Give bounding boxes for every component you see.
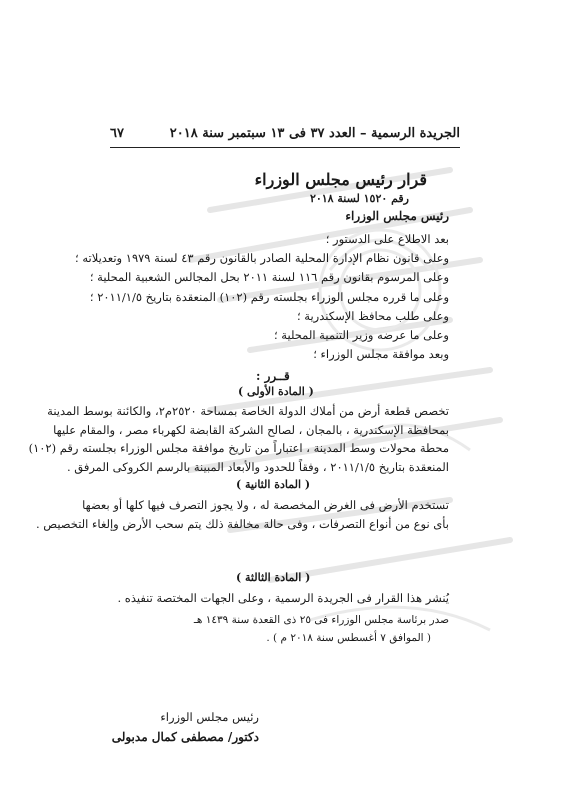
article-line: بأى نوع من أنواع التصرفات ، وفى حالة مخالفة ذلك يتم سحب الأرض وإلغاء التخصيص . (35, 516, 449, 531)
gazette-issue-line: الجريدة الرسمية – العدد ٣٧ فى ١٣ سبتمبر سنة ٢٠١٨ (169, 126, 460, 141)
decree-title: قرار رئيس مجلس الوزراء (254, 170, 427, 189)
article-1-title: ( المادة الأولى ) (238, 385, 314, 398)
article-3-text (93, 589, 449, 608)
preamble-line: وعلى ما قرره مجلس الوزراء بجلسته رقم (١٠٢) المنعقدة بتاريخ ٢٠١١/١/٥ ؛ (89, 289, 449, 304)
decree-number: رقم ١٥٢٠ لسنة ٢٠١٨ (309, 192, 409, 205)
article-line: بمحافظة الإسكندرية ، بالمجان ، لصالح الشركة القابضة لكهرباء مصر ، والمقام عليها (53, 422, 449, 437)
article-line: يُنشر هذا القرار فى الجريدة الرسمية ، وعلى الجهات المختصة تنفيذه . (117, 591, 449, 605)
preamble-line: وبعد موافقة مجلس الوزراء ؛ (313, 347, 449, 362)
page-number: ٦٧ (110, 126, 124, 141)
article-line: تخصص قطعة أرض من أملاك الدولة الخاصة بمساحة ٢٥٢٠م٢، والكائنة بوسط المدينة (47, 404, 449, 418)
preamble-line: وعلى ما عرضه وزير التنمية المحلية ؛ (274, 327, 449, 342)
article-line: المنعقدة بتاريخ ٢٠١١/١/٥ ، وفقاً للحدود والأبعاد المبينة بالرسم الكروكى المرفق . (66, 459, 449, 474)
signature-title: رئيس مجلس الوزراء (160, 710, 259, 724)
preamble-line: وعلى قانون نظام الإدارة المحلية الصادر بالقانون رقم ٤٣ لسنة ١٩٧٩ وتعديلاته ؛ (75, 251, 449, 266)
article-1-text (28, 402, 449, 476)
article-3-title: ( المادة الثالثة ) (236, 571, 311, 584)
preamble-line: وعلى المرسوم بقانون رقم ١١٦ لسنة ٢٠١١ بحل المجالس الشعبية المحلية ؛ (89, 270, 449, 285)
issued-date-hijri: صدر برئاسة مجلس الوزراء فى ٢٥ ذى القعدة سنة ١٤٣٩ هـ (193, 614, 449, 626)
article-2-text (35, 496, 449, 533)
article-line: محطة محولات وسط المدينة ، اعتباراً من تاريخ موافقة مجلس الوزراء بجلسته رقم (١٠٢) (28, 441, 449, 455)
preamble-line: وعلى طلب محافظ الإسكندرية ؛ (296, 308, 449, 323)
header-divider (110, 147, 460, 148)
article-2-title: ( المادة الثانية ) (236, 478, 311, 491)
preamble (75, 230, 449, 364)
article-line: تستخدم الأرض فى الغرض المخصصة له ، ولا يجوز التصرف فيها كلها أو بعضها (82, 498, 449, 512)
preamble-line: بعد الاطلاع على الدستور ؛ (325, 232, 449, 246)
signature-name: دكتور/ مصطفى كمال مدبولى (111, 730, 259, 744)
issued-date-gregorian: ( الموافق ٧ أغسطس سنة ٢٠١٨ م ) . (266, 632, 431, 644)
decided-heading: قــرر : (256, 369, 290, 383)
decree-issuer: رئيس مجلس الوزراء (345, 209, 449, 223)
